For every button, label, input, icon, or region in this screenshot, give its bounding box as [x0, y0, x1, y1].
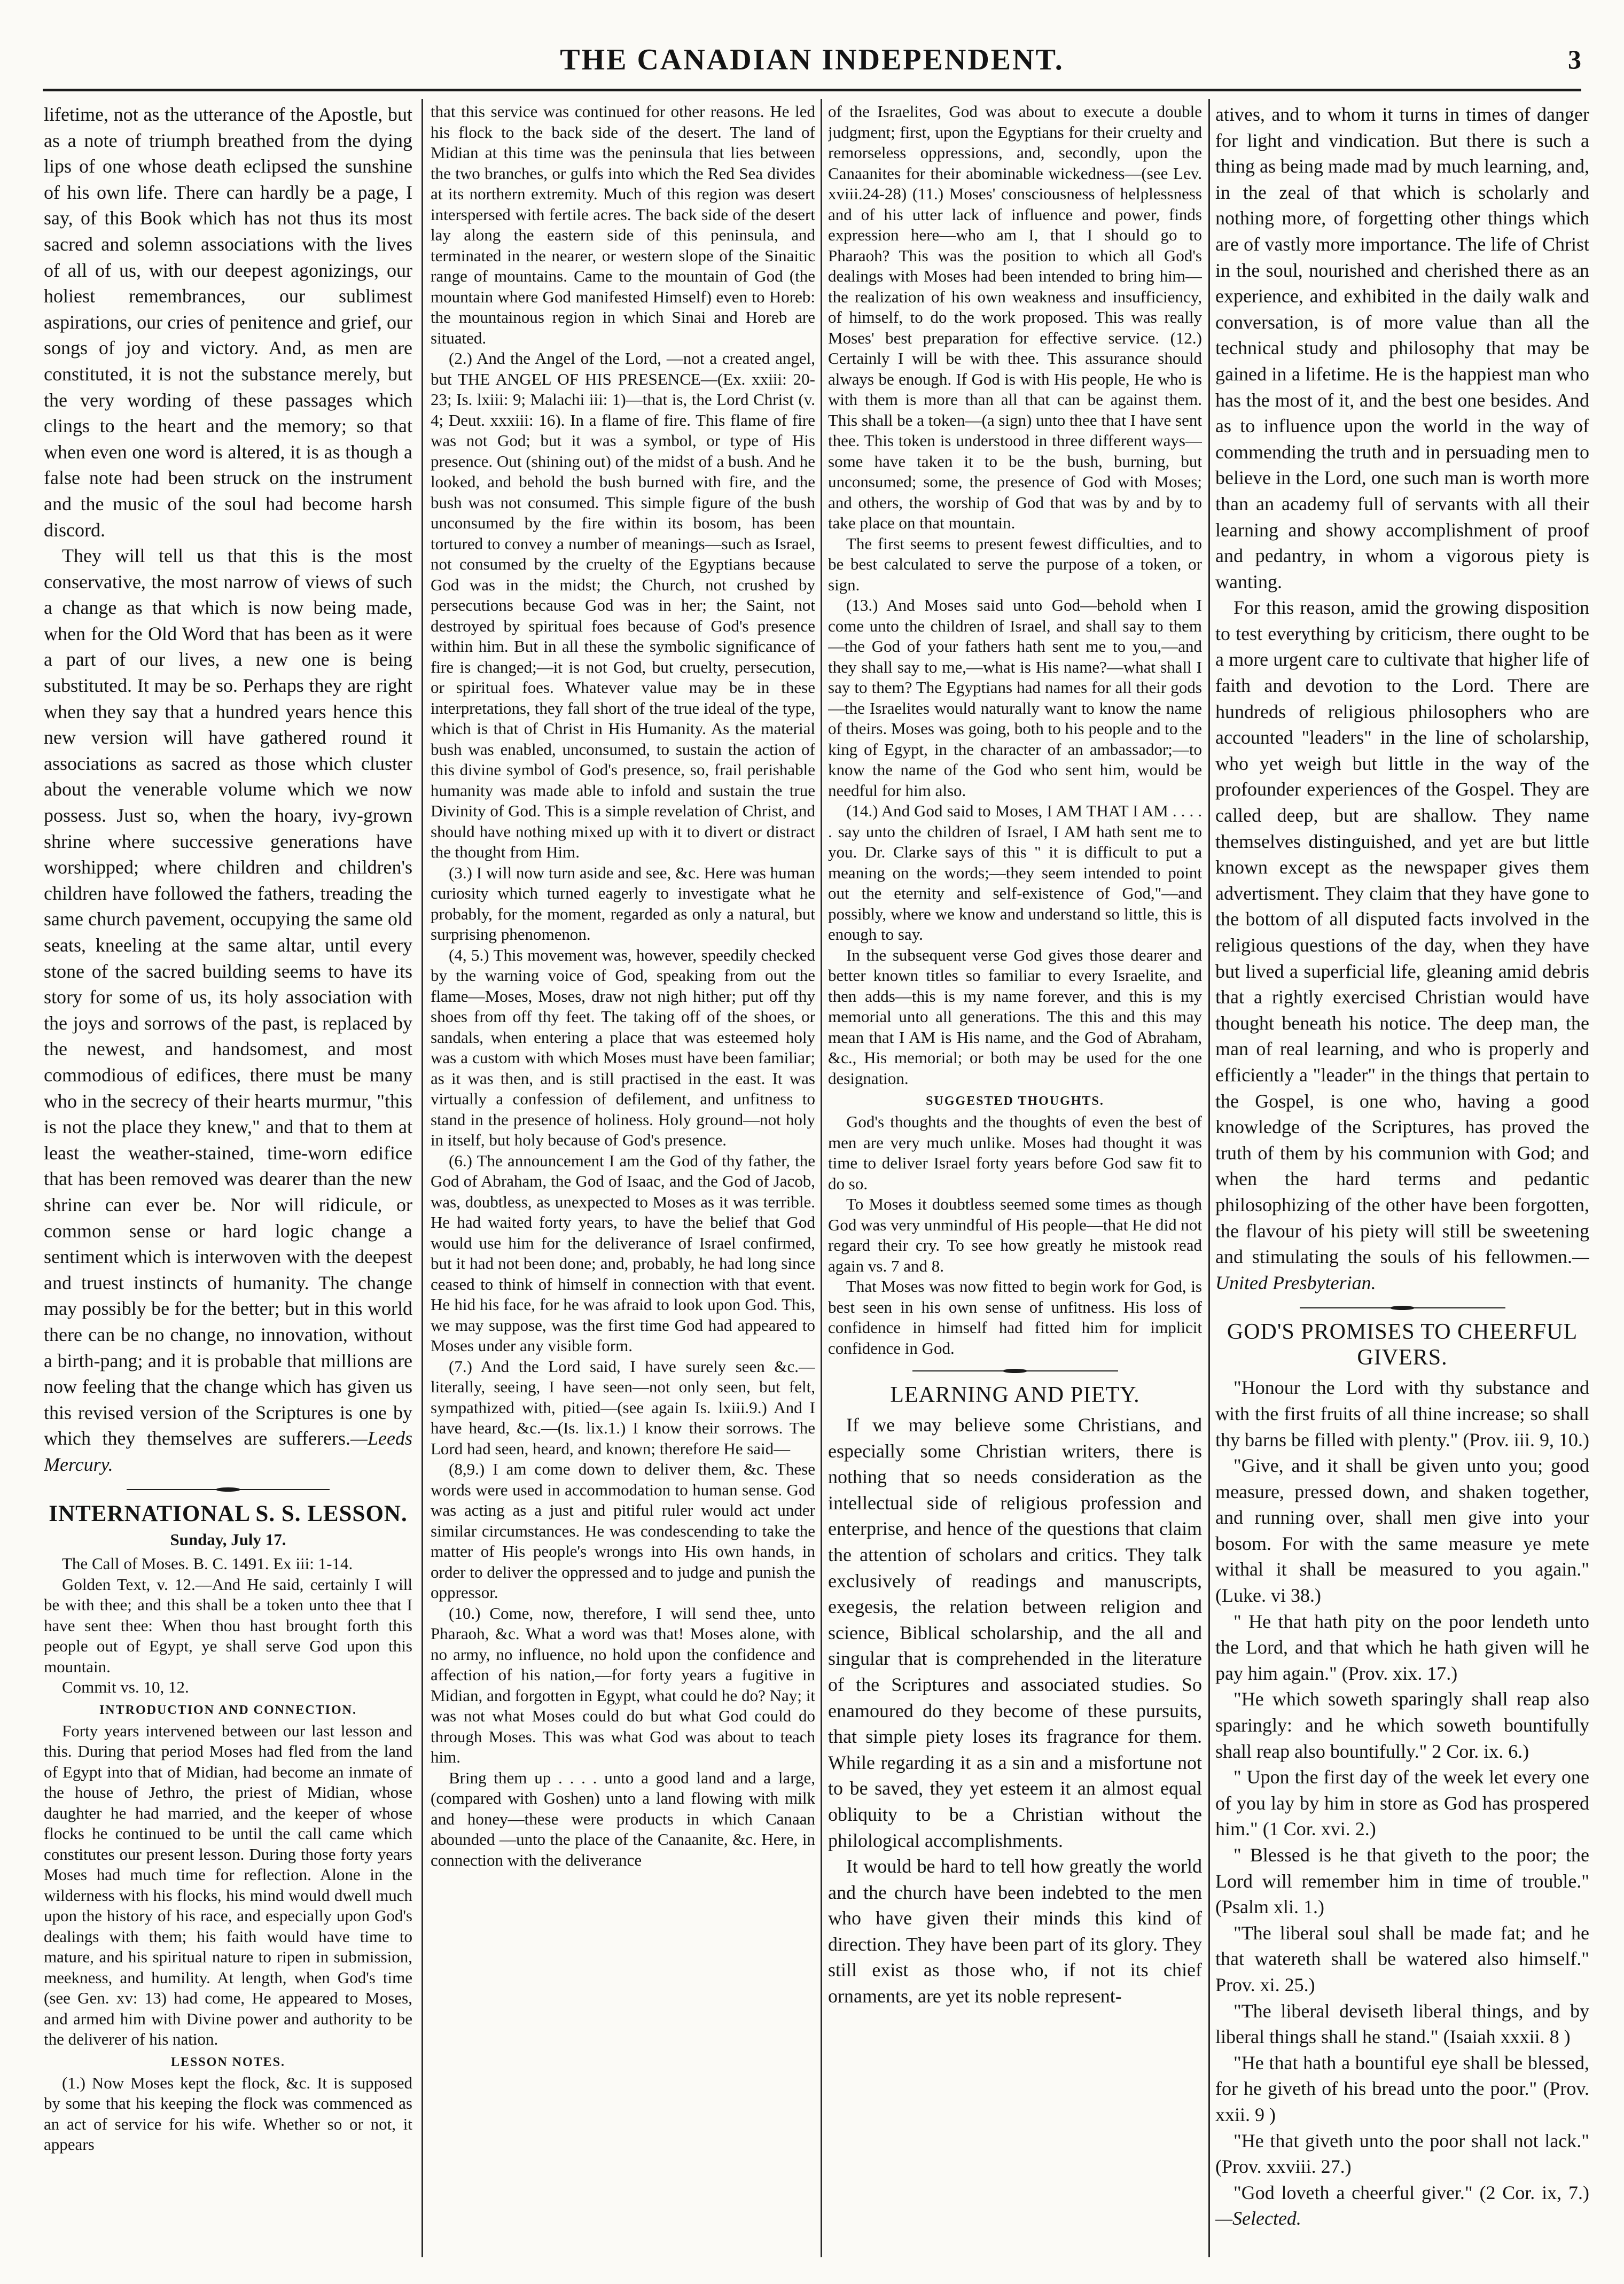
column-rule [821, 99, 822, 2257]
lesson-note: (14.) And God said to Moses, I AM THAT I AM . . . . . say unto the children of Israel, I AM hath sent me to you. Dr. Clarke says of this " it is difficult to put a meaning on the words;—they seem intended to point out the eternity and self-existence of God,"—and possibly, where we know and understand so little, this is enough to say. [828, 801, 1202, 944]
scripture-quote: " Blessed is he that giveth to the poor; the Lord will remember him in time of trouble." (Psalm xli. 1.) [1215, 1844, 1589, 1918]
scripture-quote: "He that hath a bountiful eye shall be blessed, for he giveth of his bread unto the poor." (Prov. xxii. 9 ) [1215, 2052, 1589, 2125]
lesson-note: that this service was continued for other reasons. He led his flock to the back side of the desert. The land of Midian at this time was the peninsula that lies between the two branches, or gulfs into which the Red Sea divides at its northern extremity. Much of this region was desert interspersed with fertile acres. The back side of the desert lay along the eastern side of this peninsula, and terminated in the nearer, or western slope of the Sinaitic range of mountains. Came to the mountain of God (the mountain where God manifested Himself) even to Horeb: the mountainous region in which Sinai and Horeb are situated. [431, 102, 815, 347]
intro-heading: INTRODUCTION AND CONNECTION. [99, 1703, 357, 1717]
lesson-note: (10.) Come, now, therefore, I will send thee, unto Pharaoh, &c. What a word was that! Moses alone, with no army, no influence, no hold upon the confidence and affection of his nation,—for forty years a fugitive in Midian, and forgotten in Egypt, what could he do? Nay; it was not what Moses could do but what God could do through Moses. This was what God was about to teach him. [431, 1603, 815, 1766]
column-1 [44, 102, 412, 2255]
lesson-note: (1.) Now Moses kept the flock, &c. It is supposed by some that his keeping the flock was commenced as an act of service for his wife. Whether so or not, it appears [44, 2073, 412, 2154]
column-rule [1208, 99, 1210, 2257]
masthead [43, 37, 1581, 102]
lesson-note: (3.) I will now turn aside and see, &c. Here was human curiosity which turned eagerly to investigate what he probably, for the moment, regarded as only a natural, but surprising phenomenon. [431, 863, 815, 944]
article-paragraph: They will tell us that this is the most conservative, the most narrow of views of such a change as that which is now being made, when for the Old Word that has been as it were a part of our lives, a new one is being substituted. It may be so. Perhaps they are right when they say that a hundred years hence this new version will have gathered round it associations as sacred as those which cluster about the venerable volume which we now possess. Just so, when the hoary, ivy-grown shrine where successive generations have worshipped; where children and children's children have followed the fathers, treading the same church pavement, occupying the same old seats, kneeling at the same altar, until every stone of the sacred building seems to have its story for some of us, its holy association with the joys and sorrows of the past, is replaced by the newest, and handsomest, and most commodious of edifices, there must be many who in the secrecy of their hearts murmur, "this is not the place they knew," and that to them at least the weather-stained, time-worn edifice that has been removed was dearer than the new shrine can ever be. Nor will ridicule, or common sense or hard logic change a sentiment which is interwoven with the deepest and truest instincts of humanity. The change may possibly be for the better; but in this world there can be no change, no innovation, without a birth-pang; and it is probable that millions are now feeling that the change which has given us this revised version of the Scriptures is one by which they themselves are sufferers.—Leeds Mercury. [44, 545, 412, 1475]
lesson-note: (2.) And the Angel of the Lord, —not a created angel, but THE ANGEL OF HIS PRESENCE—(Ex. xxiii: 20-23; Is. lxiii: 9; Malachi iii: 1)—that is, the Lord Christ (v. 4; Deut. xxxiii: 16). In a flame of fire. This flame of fire was not God; but it was a symbol, or type of His presence. Out (shining out) of the midst of a bush. And he looked, and behold the bush burned with fire, and the bush was not consumed. This simple figure of the bush unconsumed by the fire within its bosom, has been tortured to convey a number of meanings—such as Israel, not consumed by the cruelty of the Egyptians because God was in the midst; the Church, not crushed by persecutions because God was in her; the Saint, not destroyed by spiritual foes because of God's presence within him. But in all these the symbolic significance of fire is changed;—it is not God, but cruelty, persecution, or spiritual foes. Whatever value may be in these interpretations, they fall short of the true ideal of the type, which is that of Christ in His Humanity. As the material bush was enabled, unconsumed, to sustain the action of this divine symbol of God's presence, so, frail perishable humanity was made able to infold and sustain the true Divinity of God. This is a simple revelation of Christ, and should have nothing mixed up with it to divert or distract the thought from Him. [431, 349, 815, 861]
masthead-rule [43, 89, 1581, 91]
lesson-note: The first seems to present fewest difficulties, and to be best calculated to serve the purpose of a token, or sign. [828, 534, 1202, 594]
newspaper-title: THE CANADIAN INDEPENDENT. [560, 43, 1064, 76]
article-paragraph: It would be hard to tell how greatly the world and the church have been indebted to the men who have given their minds this kind of direction. They have been part of its glory. They still exist as those who, if not its chief ornaments, are yet its noble represent- [828, 1856, 1202, 2007]
lesson-note: of the Israelites, God was about to execute a double judgment; first, upon the Egyptians for their cruelty and remorseless oppressions, and, secondly, upon the Canaanites for their abominable wickedness—(see Lev. xviii.24-28) (11.) Moses' consciousness of helplessness and of his utter lack of influence and power, finds expression here—who am I, that I should go to Pharaoh? This was the position to which all God's dealings with Moses had been intended to bring him—the realization of his own weakness and insufficiency, of himself, to do the work proposed. This was really Moses' best preparation for effective service. (12.) Certainly I will be with thee. This assurance should always be enough. If God is with His people, He who is with them is more than all that can be against them. This shall be a token—(a sign) unto thee that I have sent thee. This token is understood in three different ways—some have taken it to be the bush, burning, but unconsumed; some, the presence of God with Moses; and others, the worship of God that was by and by to take place on that mountain. [828, 102, 1202, 532]
lesson-note: In the subsequent verse God gives those dearer and better known titles so familiar to every Israelite, and then adds—this is my name forever, and this is my memorial unto all generations. The this and this may mean that I AM is His name, and the God of Abraham, &c., His memorial; or both may be used for the one designation. [828, 945, 1202, 1088]
article-paragraph: For this reason, amid the growing disposition to test everything by criticism, there ought to be a more urgent care to cultivate that higher life of faith and devotion to the Lord. There are hundreds of religious philosophers who are accounted "leaders" in the line of scholarship, who yet weigh but little in the way of the profounder experiences of the Gospel. They are called deep, but are shallow. They name themselves distinguished, and yet are but little known except as the newspaper gives them advertisment. They claim that they have gone to the bottom of all disputed facts involved in the religious questions of the day, when they have but lived a superficial life, gleaning amid debris that a rightly exercised Christian would have thought beneath his notice. The deep man, the man of real learning, and who is properly and efficiently a "leader" in the things that pertain to the Gospel, is one who, having a good knowledge of the Scriptures, has proved the truth of them by his communion with God; and when the hard terms and pedantic philosophizing of the other have been forgotten, the flavour of his piety will still be sweetening and stimulating the souls of his fellowmen.—United Presbyterian. [1215, 597, 1589, 1293]
scripture-quote: " He that hath pity on the poor lendeth unto the Lord, and that which he hath given will he pay him again." (Prov. xix. 17.) [1215, 1610, 1589, 1684]
scripture-quote: "God loveth a cheerful giver." (2 Cor. ix, 7.)—Selected. [1215, 2181, 1589, 2230]
notes-heading: LESSON NOTES. [170, 2055, 286, 2069]
page-number: 3 [1568, 44, 1581, 74]
article-source: —Leeds Mercury. [44, 1428, 412, 1475]
scripture-quote: "Give, and it shall be given unto you; good measure, pressed down, and shaken together, and running over, shall men give into your bosom. For with the same measure ye mete withal it shall be measured to you again." (Luke. vi 38.) [1215, 1455, 1589, 1607]
suggested-thought: That Moses was now fitted to begin work for God, is best seen in his own sense of unfitness. His loss of confidence in himself had fitted him for implicit confidence in God. [828, 1277, 1202, 1358]
commit-verses: Commit vs. 10, 12. [62, 1678, 189, 1697]
article-source: —Selected. [1215, 2208, 1301, 2230]
lesson-heading: INTERNATIONAL S. S. LESSON. [49, 1501, 408, 1527]
golden-text: Golden Text, v. 12.—And He said, certainly I will be with thee; and this shall be a token unto thee that I have sent thee: When thou hast brought forth this people out of Egypt, ye shall serve God upon this mountain. [44, 1574, 412, 1676]
scripture-quote: "The liberal deviseth liberal things, and by liberal things shall he stand." (Isaiah xxxii. 8 ) [1215, 2000, 1589, 2048]
lesson-note: (8,9.) I am come down to deliver them, &c. These words were used in accommodation to human sense. God was acting as a just and pitiful ruler would act under similar circumstances. He was condescending to take the matter of His people's wrongs into His own hands, in order to deliver the oppressed and to judge and punish the oppressor. [431, 1460, 815, 1602]
scripture-quote: "The liberal soul shall be made fat; and he that watereth shall be watered also himself." Prov. xi. 25.) [1215, 1922, 1589, 1995]
suggested-thought: To Moses it doubtless seemed some times as though God was very unmindful of His people—that He did not regard their cry. To see how greatly he mistook read again vs. 7 and 8. [828, 1195, 1202, 1275]
article-paragraph: atives, and to whom it turns in times of danger for light and vindication. But there is such a thing as being made mad by much learning, and, in the zeal of that which is scholarly and nothing more, of forgetting other things which are of vastly more importance. The life of Christ in the soul, nourished and cherished there as an experience, and exhibited in the daily walk and conversation, is of more value than all the technical study and philosophy that may be gained in a lifetime. He is the happiest man who has the most of it, and the best one besides. And as to influence upon the world in the way of commending the truth and in persuading men to believe in the Lord, one such man is worth more than an academy full of servants with all their learning and showy accomplishment of proof and pedantry, in whom a vigorous piety is wanting. [1215, 104, 1589, 593]
suggested-thought: God's thoughts and the thoughts of even the best of men are very much unlike. Moses had thought it was time to deliver Israel forty years before God saw fit to do so. [828, 1112, 1202, 1193]
lesson-note: (4, 5.) This movement was, however, speedily checked by the warning voice of God, speaking from out the flame—Moses, Moses, draw not nigh hither; put off thy shoes from off thy feet. The taking off of the shoes, or sandals, when entering a place that was esteemed holy was a custom with which Moses must have been familiar; as it was then, and is still practised in the east. It was virtually a confession of defilement, and unfitness to stand in the presence of holiness. Holy ground—not holy in itself, but holy because of God's presence. [431, 945, 815, 1149]
section-divider [912, 1368, 1118, 1374]
learning-piety-heading: LEARNING AND PIETY. [890, 1383, 1140, 1407]
section-divider [1300, 1305, 1505, 1311]
lesson-note: Bring them up . . . . unto a good land and a large, (compared with Goshen) unto a land flowing with milk and honey—these were products in which Canaan abounded —unto the place of the Canaanite, &c. Here, in connection with the deliverance [431, 1768, 815, 1869]
scripture-quote: "He that giveth unto the poor shall not lack." (Prov. xxviii. 27.) [1215, 2130, 1589, 2178]
scripture-quote: " Upon the first day of the week let every one of you lay by him in store as God has prospered him." (1 Cor. xvi. 2.) [1215, 1766, 1589, 1840]
lesson-note: (13.) And Moses said unto God—behold when I come unto the children of Israel, and shall say to them—the God of your fathers hath sent me to you,—and they shall say to me,—what is His name?—what shall I say to them? The Egyptians had names for all their gods—the Israelites would naturally want to know the name of theirs. Moses was going, both to his people and to the king of Egypt, in the character of an ambassador;—to know the name of the God who sent him, would be needful for him also. [828, 596, 1202, 800]
lesson-date: Sunday, July 17. [170, 1530, 286, 1549]
lesson-note: (6.) The announcement I am the God of thy father, the God of Abraham, the God of Isaac, and the God of Jacob, was, doubtless, as unexpected to Moses as it was terrible. He had waited forty years, to have the belief that God would use him for the deliverance of Israel confirmed, but it had not been done; and, probably, he had long since ceased to think of himself in connection with that event. He hid his face, for he was afraid to look upon God. This, we may suppose, was the first time God had appeared to Moses under any visible form. [431, 1151, 815, 1355]
lesson-note: (7.) And the Lord said, I have surely seen &c.—literally, seeing, I have seen—not only seen, but felt, sympathized with, pitied—(see again Is. lxiii.9.) And I have heard, &c.—(Is. lix.1.) I know their sorrows. The Lord had seen, heard, and known; therefore He said— [431, 1357, 815, 1458]
section-divider [127, 1487, 330, 1492]
article-paragraph: If we may believe some Christians, and especially some Christian writers, there is nothing that so needs consideration as the intellectual side of religious profession and enterprise, and hence of the questions that claim the attention of scholars and critics. They talk exclusively of readings and manuscripts, exegesis, the relation between religion and science, Biblical scholarship, and the all and singular that is comprehended in the literature of the Scriptures and associated studies. So enamoured do they become of these pursuits, that simple piety loses its fragrance for them. While regarding it as a sin and a misfortune not to be saved, they yet esteem it an almost equal obliquity to be a Christian without the philological accomplishments. [828, 1414, 1202, 1851]
intro-paragraph: Forty years intervened between our last lesson and this. During that period Moses had fled from the land of Egypt into that of Midian, had become an inmate of the house of Jethro, the priest of Midian, whose daughter he had married, and the keeper of whose flocks he continued to be until the call came which constitutes our present lesson. During those forty years Moses had much time for reflection. Alone in the wilderness with his flocks, his mind would dwell much upon the history of his race, and especially upon God's dealings with them; his faith would have time to mature, and his spiritual nature to ripen in submission, meekness, and humility. At length, when God's time (see Gen. xv: 13) had come, He appeared to Moses, and armed him with Divine power and authority to be the deliverer of his nation. [44, 1721, 412, 2049]
article-source: —United Presbyterian. [1215, 1246, 1589, 1293]
scripture-quote: "He which soweth sparingly shall reap also sparingly: and he which soweth bountifully shall reap also bountifully." 2 Cor. ix. 6.) [1215, 1688, 1589, 1762]
column-3 [828, 102, 1202, 2255]
column-rule [421, 99, 423, 2257]
promises-heading: GOD'S PROMISES TO CHEERFUL GIVERS. [1227, 1320, 1578, 1370]
article-paragraph: lifetime, not as the utterance of the Apostle, but as a note of triumph breathed from the dying lips of one whose death eclipsed the sunshine of his own life. There can hardly be a page, I say, of this Book which has not thus its most sacred and solemn associations with the lives of all of us, with our deepest agonizings, our holiest remembrances, our sublimest aspirations, our cries of penitence and grief, our songs of joy and victory. And, as men are constituted, it is not the substance merely, but the very wording of these passages which clings to the heart and the memory; so that when even one word is altered, it is as though a false note had been struck on the instrument and the music of the soul had become harsh discord. [44, 104, 412, 541]
column-2 [431, 102, 815, 2255]
column-4 [1215, 102, 1589, 2255]
suggested-thoughts-heading: SUGGESTED THOUGHTS. [926, 1094, 1104, 1108]
scripture-quote: "Honour the Lord with thy substance and with the first fruits of all thine increase; so shall thy barns be filled with plenty." (Prov. iii. 9, 10.) [1215, 1377, 1589, 1451]
lesson-reference: The Call of Moses. B. C. 1491. Ex iii: 1-14. [62, 1554, 353, 1573]
